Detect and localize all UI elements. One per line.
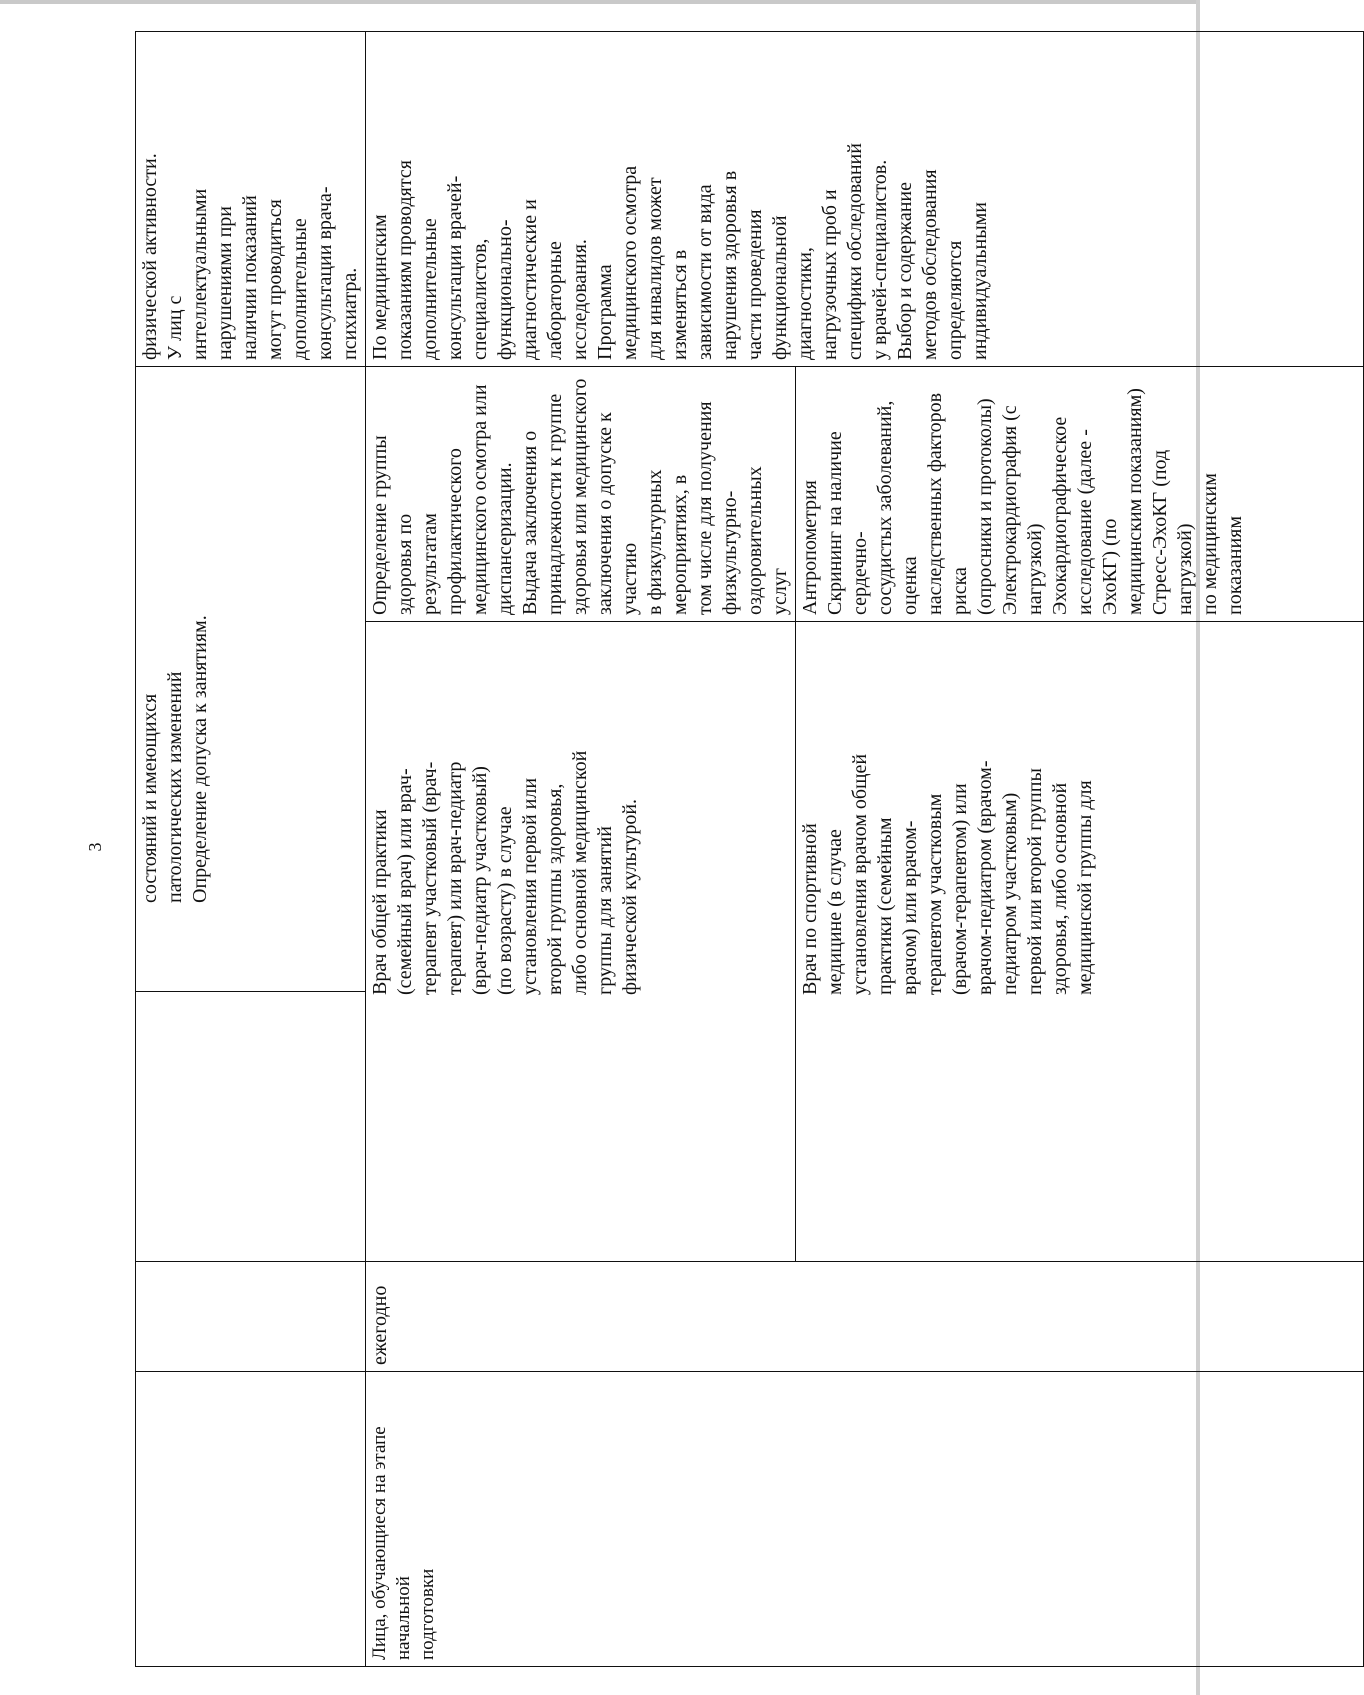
table-row xyxy=(136,31,366,1666)
rotated-page xyxy=(85,32,1246,1667)
cell-notes-continued: физической активности. У лиц с интеллектуальными нарушениями при наличии показаний могут проводиться дополнительные консультации врача- психиатра. xyxy=(136,31,366,366)
scan-edge-top xyxy=(0,0,1200,4)
cell-frequency: ежегодно xyxy=(366,1262,1364,1372)
medical-exam-table xyxy=(135,31,1364,1667)
cell-frequency-empty xyxy=(136,1262,366,1372)
cell-activities-exam: Антропометрия Скрининг на наличие сердечно- сосудистых заболеваний, оценка наследственных факторов риска (опросники и протоколы) Электрокардиография (с нагрузкой) Эхокардиографическое исследование (далее - ЭхоКГ) (по медицинским показаниям) Стресс-ЭхоКГ (под нагрузкой) по медицинским показаниям xyxy=(796,366,1364,621)
cell-doctor-general: Врач общей практики (семейный врач) или врач- терапевт участковый (врач- терапевт) или врач-педиатр (врач-педиатр участковый) (по возрасту) в случае установления первой или второй группы здоровья, либо основной медицинской группы для занятий физической культурой. xyxy=(366,622,796,1262)
cell-doctor-empty xyxy=(136,992,366,1262)
cell-activities-group: Определение группы здоровья по результатам профилактического медицинского осмотра или диспансеризации. Выдача заключения о принадлежности к группе здоровья или медицинского заключения о допуске к участию в физкультурных мероприятиях, в том числе для получения физкультурно-оздоровительных услуг xyxy=(366,366,796,621)
cell-doctor-sports: Врач по спортивной медицине (в случае установления врачом общей практики (семейным врачом) или врачом- терапевтом участковым (врачом-терапевтом) или врачом-педиатром (врачом- педиатром участковым) первой или второй группы здоровья, либо основной медицинской группы для xyxy=(796,622,1364,1262)
table-row xyxy=(366,31,796,1666)
cell-activities-continued: состояний и имеющихся патологических изменений Определение допуска к занятиям. xyxy=(136,366,366,991)
cell-category: Лица, обучающиеся на этапе начальной подготовки xyxy=(366,1372,1364,1667)
cell-notes: По медицинским показаниям проводятся дополнительные консультации врачей- специалистов, функционально- диагностические и лабораторные исследования. Программа медицинского осмотра для инвалидов может изменяться в зависимости от вида нарушения здоровья в части проведения функциональной диагностики, нагрузочных проб и специфики обследований у врачей-специалистов. Выбор и содержание методов обследования определяются индивидуальными xyxy=(366,31,1364,366)
cell-category-empty xyxy=(136,1372,366,1667)
page-number: 3 xyxy=(85,842,105,852)
